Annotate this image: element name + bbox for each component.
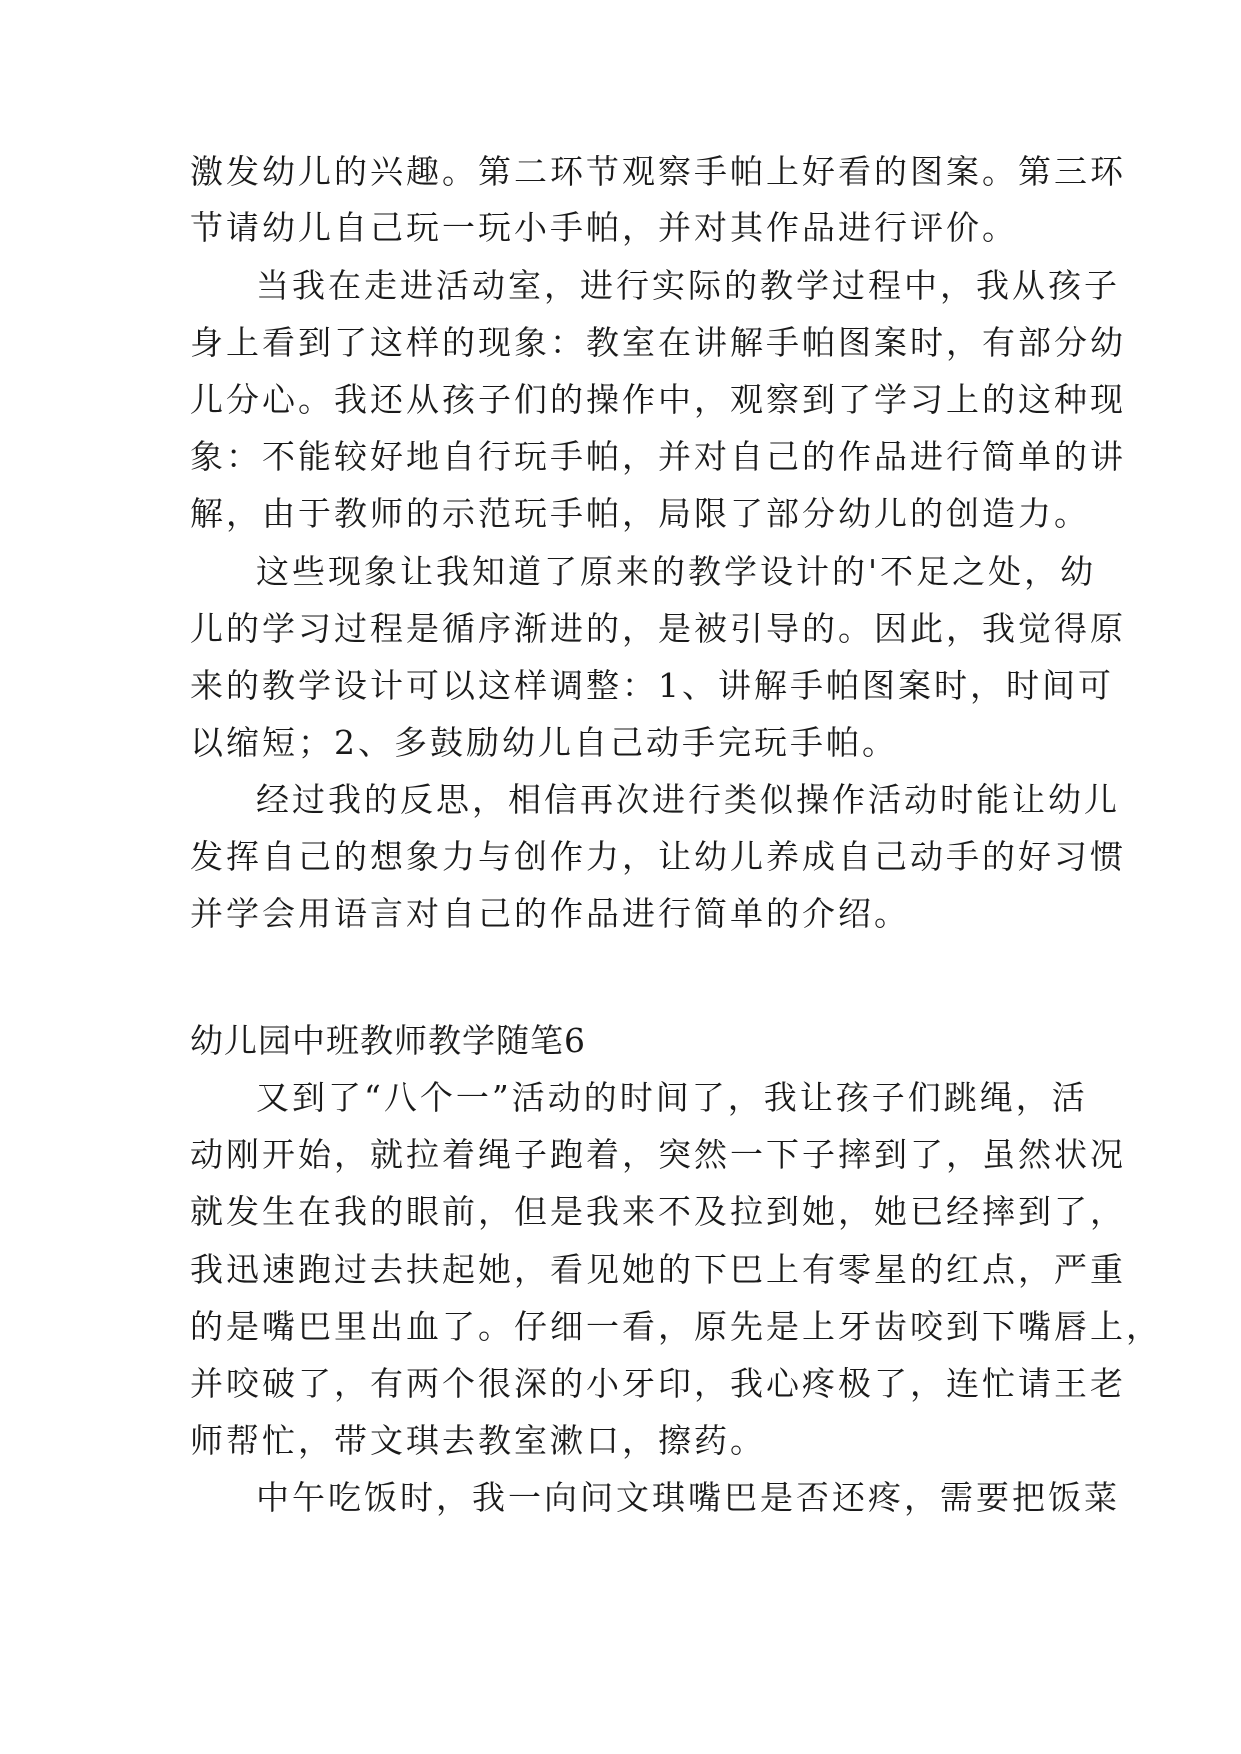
text-line: 师帮忙，带文琪去教室漱口，擦药。 [190, 1421, 766, 1460]
paragraph-start-line: 当我在走进活动室，进行实际的教学过程中，我从孩子 [256, 266, 1120, 305]
text-line: 的是嘴巴里出血了。仔细一看，原先是上牙齿咬到下嘴唇上， [190, 1307, 1162, 1346]
text-line: 身上看到了这样的现象：教室在讲解手帕图案时，有部分幼 [190, 323, 1126, 362]
text-line: 就发生在我的眼前，但是我来不及拉到她，她已经摔到了， [190, 1192, 1126, 1231]
text-line: 来的教学设计可以这样调整：1、讲解手帕图案时，时间可 [190, 666, 1114, 705]
paragraph-start-line: 又到了“八个一”活动的时间了，我让孩子们跳绳，活 [256, 1078, 1088, 1117]
text-line: 发挥自己的想象力与创作力，让幼儿养成自己动手的好习惯 [190, 837, 1126, 876]
text-line: 并学会用语言对自己的作品进行简单的介绍。 [190, 894, 910, 933]
paragraph-start-line: 经过我的反思，相信再次进行类似操作活动时能让幼儿 [256, 780, 1120, 819]
paragraph-start-line: 这些现象让我知道了原来的教学设计的'不足之处，幼 [256, 552, 1097, 591]
text-line: 儿分心。我还从孩子们的操作中，观察到了学习上的这种现 [190, 380, 1126, 419]
text-line: 激发幼儿的兴趣。第二环节观察手帕上好看的图案。第三环 [190, 152, 1126, 191]
text-line: 节请幼儿自己玩一玩小手帕，并对其作品进行评价。 [190, 208, 1018, 247]
paragraph-start-line: 中午吃饭时，我一向问文琪嘴巴是否还疼，需要把饭菜 [256, 1478, 1120, 1517]
text-line: 儿的学习过程是循序渐进的，是被引导的。因此，我觉得原 [190, 609, 1126, 648]
text-line: 并咬破了，有两个很深的小牙印，我心疼极了，连忙请王老 [190, 1364, 1126, 1403]
text-line: 动刚开始，就拉着绳子跑着，突然一下子摔到了，虽然状况 [190, 1135, 1126, 1174]
section-heading: 幼儿园中班教师教学随笔6 [190, 1021, 586, 1060]
text-line: 象：不能较好地自行玩手帕，并对自己的作品进行简单的讲 [190, 437, 1126, 476]
text-line: 我迅速跑过去扶起她，看见她的下巴上有零星的红点，严重 [190, 1250, 1126, 1289]
text-line: 以缩短；2、多鼓励幼儿自己动手完玩手帕。 [190, 723, 898, 762]
text-line: 解，由于教师的示范玩手帕，局限了部分幼儿的创造力。 [190, 494, 1090, 533]
